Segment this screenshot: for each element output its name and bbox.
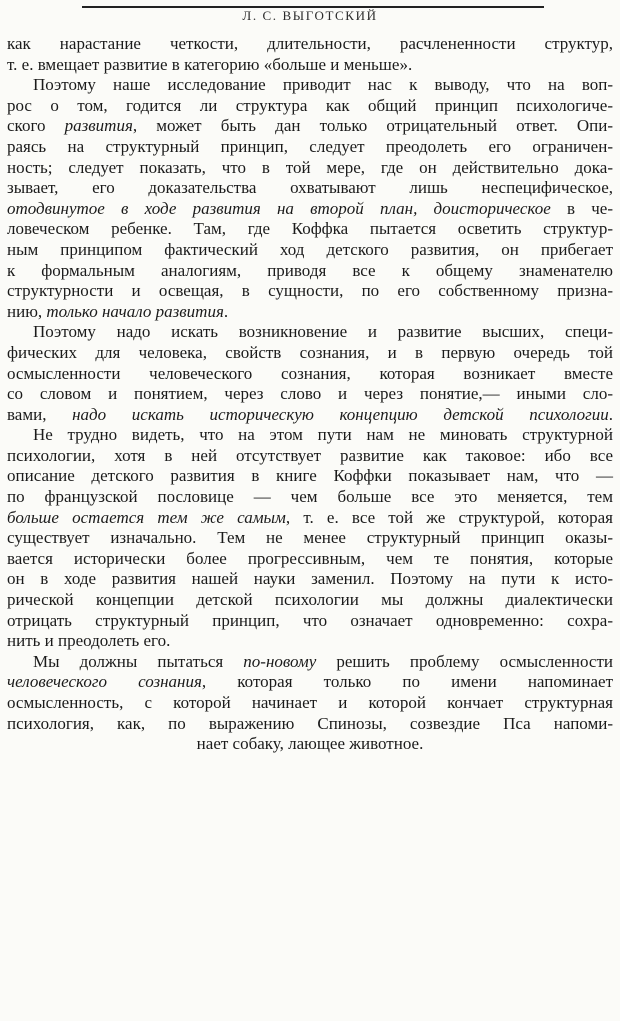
text-line: больше остается тем же самым, т. е. все той же структурой, которая (7, 507, 613, 527)
text-line: он в ходе развития нашей науки заменил. Поэтому на пути к исто- (7, 569, 613, 589)
text-line: психология, как, по выражению Спинозы, созвездие Пса напоми- (7, 713, 613, 733)
paragraph-first-line: Поэтому надо искать возникновение и развитие высших, специ- (33, 322, 613, 342)
text-line: структурности и освещая, в сущности, по его собственному призна- (7, 281, 613, 301)
text-line: рос о том, годится ли структура как общий принцип психологиче- (7, 95, 613, 115)
text-line: осмысленность, с которой начинает и которой кончает структурная (7, 693, 613, 712)
text-line: по французской пословице — чем больше все это меняется, тем (7, 487, 613, 507)
text-line: как нарастание четкости, длительности, расчлененности структур, (7, 34, 613, 53)
italic-text: отодвинутое в ходе развития на второй план, доисторическое (7, 198, 551, 218)
italic-text: только начало развития (46, 301, 224, 321)
text-line: нить и преодолеть его. (7, 631, 171, 651)
text-line: ность; следует показать, что в той мере, где он действительно дока- (7, 157, 613, 177)
text-line: т. е. вмещает развитие в категорию «больше и меньше». (7, 54, 413, 74)
text-line: отодвинутое в ходе развития на второй план, доисторическое в че- (7, 198, 613, 218)
text-line: нию, только начало развития. (7, 301, 229, 321)
text-line: нает собаку, лающее животное. (196, 734, 424, 754)
text-line: со словом и понятием, через слово и через понятие,— иными сло- (7, 384, 613, 404)
italic-text: развития (64, 116, 133, 136)
text-line: зывает, его доказательства охватывают лишь неспецифическое, (7, 178, 613, 198)
text-line: ным принципом фактический ход детского развития, он прибегает (7, 239, 613, 259)
italic-text: человеческого сознания (7, 672, 202, 692)
text-line: к формальным аналогиям, приводя все к общему знаменателю (7, 260, 613, 280)
text-line: вается исторически более прогрессивным, чем те понятия, которые (7, 548, 613, 568)
text-line: рической концепции детской психологии мы должны диалектически (7, 590, 613, 610)
body-text (7, 34, 613, 755)
text-line: фических для человека, свойств сознания, и в первую очередь той (7, 342, 613, 362)
text-line: ского развития, может быть дан только отрицательный ответ. Опи- (7, 116, 613, 136)
text-line: существует изначально. Тем не менее структурный принцип оказы- (7, 528, 613, 548)
text-line: раясь на структурный принцип, следует преодолеть его ограничен- (7, 136, 613, 156)
paragraph-first-line: Мы должны пытаться по-новому решить проблему осмысленности (33, 651, 613, 671)
italic-text: надо искать историческую концепцию детской психологии (72, 404, 609, 424)
running-head: Л. С. ВЫГОТСКИЙ (242, 8, 378, 23)
text-line: осмысленности человеческого сознания, которая возникает вместе (7, 363, 613, 383)
text-line: человеческого сознания, которая только по имени напоминает (7, 672, 613, 692)
text-line: отрицать структурный принцип, что означает одновременно: сохра- (7, 610, 613, 630)
paragraph-first-line: Не трудно видеть, что на этом пути нам не миновать структурной (33, 425, 613, 445)
paragraph-first-line: Поэтому наше исследование приводит нас к выводу, что на воп- (33, 75, 613, 95)
text-line: ловеческом ребенке. Там, где Коффка пытается осветить структур- (7, 219, 613, 239)
text-line: описание детского развития в книге Коффки показывает нам, что — (7, 466, 613, 486)
italic-text: больше остается тем же самым (7, 507, 286, 527)
text-line: психологии, хотя в ней отсутствует развитие как таковое: ибо все (7, 445, 613, 465)
italic-text: по-новому (243, 651, 317, 671)
text-line: вами, надо искать историческую концепцию детской психологии. (7, 404, 613, 424)
